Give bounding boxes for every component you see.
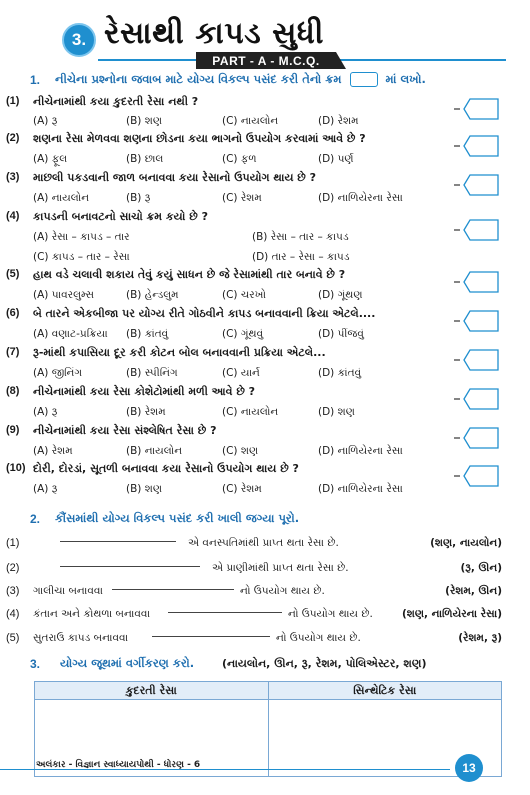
- question-text: રૂ-માંથી કપાસિયા દૂર કરી કોટન બોલ બનાવવાની પ્રક્રિયા એટલે...: [33, 346, 326, 359]
- fill-item-number: (1): [6, 537, 20, 549]
- option[interactable]: (A) ફૂલ: [33, 153, 68, 165]
- option[interactable]: (D) કાંતવું: [318, 367, 362, 379]
- fill-hint: (રેશમ, ઊન): [445, 585, 502, 597]
- fill-item-number: (5): [6, 632, 20, 644]
- answer-box[interactable]: [454, 426, 500, 450]
- question-number: (10): [6, 462, 26, 474]
- question-text: દોરી, દોરડાં, સૂતળી બનાવવા કયા રેસાનો ઉપયોગ થાય છે ?: [33, 462, 299, 475]
- question-number: (8): [6, 385, 20, 397]
- option[interactable]: (B) કાંતવું: [126, 328, 169, 340]
- question-text: હાથ વડે ચલાવી શકાય તેવું કયું સાધન છે જે રેસામાંથી તાર બનાવે છે ?: [33, 268, 346, 281]
- fill-item-number: (2): [6, 562, 20, 574]
- option[interactable]: (A) રેસા – કાપડ – તાર: [33, 231, 130, 243]
- fill-hint: (શણ, નાળિયેરના રેસા): [401, 608, 502, 620]
- answer-box[interactable]: [454, 173, 500, 197]
- option[interactable]: (C) નાયલોન: [222, 115, 279, 127]
- fill-hint: (રેશમ, રૂ): [458, 632, 502, 644]
- option[interactable]: (D) નાળિયેરના રેસા: [318, 445, 403, 457]
- answer-box-icon: [350, 72, 378, 87]
- section3-hint: (નાયલોન, ઊન, રૂ, રેશમ, પોલિએસ્ટર, શણ): [222, 657, 427, 670]
- fill-text-before: કંતાન અને કોથળા બનાવવા: [33, 608, 151, 620]
- answer-box[interactable]: [454, 309, 500, 333]
- option[interactable]: (B) રેસા – તાર – કાપડ: [252, 231, 349, 243]
- fill-item-number: (4): [6, 608, 20, 620]
- chapter-title: રેસાથી કાપડ સુધી: [104, 16, 324, 51]
- option[interactable]: (A) નાયલોન: [33, 192, 90, 204]
- option[interactable]: (C) શણ: [222, 445, 259, 457]
- fill-text-after: એ પ્રાણીમાંથી પ્રાપ્ત થતા રેસા છે.: [212, 562, 349, 574]
- option[interactable]: (B) હેન્ડલુમ: [126, 289, 179, 301]
- fill-blank[interactable]: [60, 566, 200, 567]
- footer-text: અલંકાર - વિજ્ઞાન સ્વાધ્યાયપોથી - ધોરણ - 6: [36, 760, 201, 770]
- option[interactable]: (D) તાર – રેસા – કાપડ: [252, 251, 350, 263]
- fill-blank[interactable]: [152, 636, 270, 637]
- answer-box[interactable]: [454, 134, 500, 158]
- part-label: PART - A - M.C.Q.: [196, 52, 336, 69]
- option[interactable]: (C) ચરખો: [222, 289, 266, 301]
- option[interactable]: (C) ફળ: [222, 153, 257, 165]
- option[interactable]: (B) સ્પીનિંગ: [126, 367, 178, 379]
- fill-text-after: નો ઉપયોગ થાય છે.: [240, 585, 325, 597]
- question-number: (4): [6, 210, 20, 222]
- option[interactable]: (B) રેશમ: [126, 406, 166, 418]
- option[interactable]: (A) રૂ: [33, 483, 58, 495]
- option[interactable]: (A) જીનિંગ: [33, 367, 83, 379]
- option[interactable]: (B) છાલ: [126, 153, 164, 165]
- section3-number: 3.: [30, 657, 41, 671]
- page-number: 13: [455, 754, 483, 782]
- column-synthetic-fibres: સિન્થેટિક રેસા: [353, 683, 417, 697]
- fill-hint: (શણ, નાયલોન): [430, 537, 502, 549]
- fill-text-before: સુતરાઉ કાપડ બનાવવા: [33, 632, 129, 644]
- answer-box[interactable]: [454, 270, 500, 294]
- fill-blank[interactable]: [168, 612, 282, 613]
- option[interactable]: (D) પર્ણ: [318, 153, 354, 165]
- question-number: (9): [6, 424, 20, 436]
- fill-text-before: ગાલીચા બનાવવા: [33, 585, 103, 597]
- answer-box[interactable]: [454, 348, 500, 372]
- option[interactable]: (B) નાયલોન: [126, 445, 183, 457]
- answer-box[interactable]: [454, 97, 500, 121]
- fill-blank[interactable]: [112, 589, 234, 590]
- question-number: (1): [6, 95, 20, 107]
- answer-box[interactable]: [454, 218, 500, 242]
- option[interactable]: (C) કાપડ – તાર – રેસા: [33, 251, 130, 263]
- fill-blank[interactable]: [60, 541, 176, 542]
- option[interactable]: (A) પાવરલુમ્સ: [33, 289, 95, 301]
- question-text: માછલી પકડવાની જાળ બનાવવા કયા રેસાનો ઉપયોગ થાય છે ?: [33, 171, 316, 184]
- option[interactable]: (C) રેશમ: [222, 483, 262, 495]
- question-number: (7): [6, 346, 20, 358]
- question-text: નીચેનામાંથી કયા રેસા સંશ્લેષિત રેસા છે ?: [33, 424, 217, 437]
- chapter-number-badge: 3.: [62, 23, 96, 57]
- section1-instruction-text: નીચેના પ્રશ્નોના જવાબ માટે યોગ્ય વિકલ્પ પસંદ કરી તેનો ક્રમ: [55, 72, 342, 86]
- fill-hint: (રૂ, ઊન): [460, 562, 502, 574]
- option[interactable]: (D) નાળિયેરના રેસા: [318, 192, 403, 204]
- option[interactable]: (B) શણ: [126, 115, 162, 127]
- table-header: [35, 682, 501, 700]
- fill-text-after: નો ઉપયોગ થાય છે.: [288, 608, 373, 620]
- option[interactable]: (C) નાયલોન: [222, 406, 279, 418]
- option[interactable]: (A) રેશમ: [33, 445, 73, 457]
- option[interactable]: (C) રેશમ: [222, 192, 262, 204]
- section2-instruction: કૌંસમાંથી યોગ્ય વિકલ્પ પસંદ કરી ખાલી જગ્યા પૂરો.: [55, 511, 300, 525]
- question-number: (6): [6, 307, 20, 319]
- section3-instruction: યોગ્ય જૂથમાં વર્ગીકરણ કરો.: [60, 656, 195, 670]
- option[interactable]: (D) રેશમ: [318, 115, 359, 127]
- question-number: (3): [6, 171, 20, 183]
- option[interactable]: (B) શણ: [126, 483, 162, 495]
- option[interactable]: (C) ગૂંથવું: [222, 328, 264, 340]
- question-number: (5): [6, 268, 20, 280]
- option[interactable]: (D) ગૂંથણ: [318, 289, 363, 301]
- section1-instruction-end: માં લખો.: [385, 72, 426, 86]
- option[interactable]: (D) પીંજવું: [318, 328, 364, 340]
- answer-box[interactable]: [454, 464, 500, 488]
- option[interactable]: (B) રૂ: [126, 192, 151, 204]
- section1-instruction: [55, 72, 426, 87]
- question-text: નીચેનામાંથી કયા કુદરતી રેસા નથી ?: [33, 95, 199, 108]
- question-text: શણના રેસા મેળવવા શણના છોડના કયા ભાગનો ઉપયોગ કરવામાં આવે છે ?: [33, 132, 366, 145]
- question-text: કાપડની બનાવટનો સાચો ક્રમ કયો છે ?: [33, 210, 208, 223]
- option[interactable]: (D) શણ: [318, 406, 355, 418]
- fill-text-after: નો ઉપયોગ થાય છે.: [276, 632, 361, 644]
- fill-item-number: (3): [6, 585, 20, 597]
- option[interactable]: (A) રૂ: [33, 115, 58, 127]
- question-text: નીચેનામાંથી કયા રેસા કોશેટોમાંથી મળી આવે છે ?: [33, 385, 256, 398]
- option[interactable]: (D) નાળિયેરના રેસા: [318, 483, 403, 495]
- option[interactable]: (C) યાર્ન: [222, 367, 260, 379]
- section1-number: 1.: [30, 73, 41, 87]
- section2-number: 2.: [30, 512, 41, 526]
- question-text: બે તારને એકબીજા પર યોગ્ય રીતે ગોઠવીને કાપડ બનાવવાની ક્રિયા એટલે....: [33, 307, 376, 320]
- fill-text-after: એ વનસ્પતિમાંથી પ્રાપ્ત થતા રેસા છે.: [188, 537, 339, 549]
- column-natural-fibres: કુદરતી રેસા: [35, 682, 269, 699]
- option[interactable]: (A) રૂ: [33, 406, 58, 418]
- answer-box[interactable]: [454, 387, 500, 411]
- question-number: (2): [6, 132, 20, 144]
- option[interactable]: (A) વણાટ-પ્રક્રિયા: [33, 328, 108, 340]
